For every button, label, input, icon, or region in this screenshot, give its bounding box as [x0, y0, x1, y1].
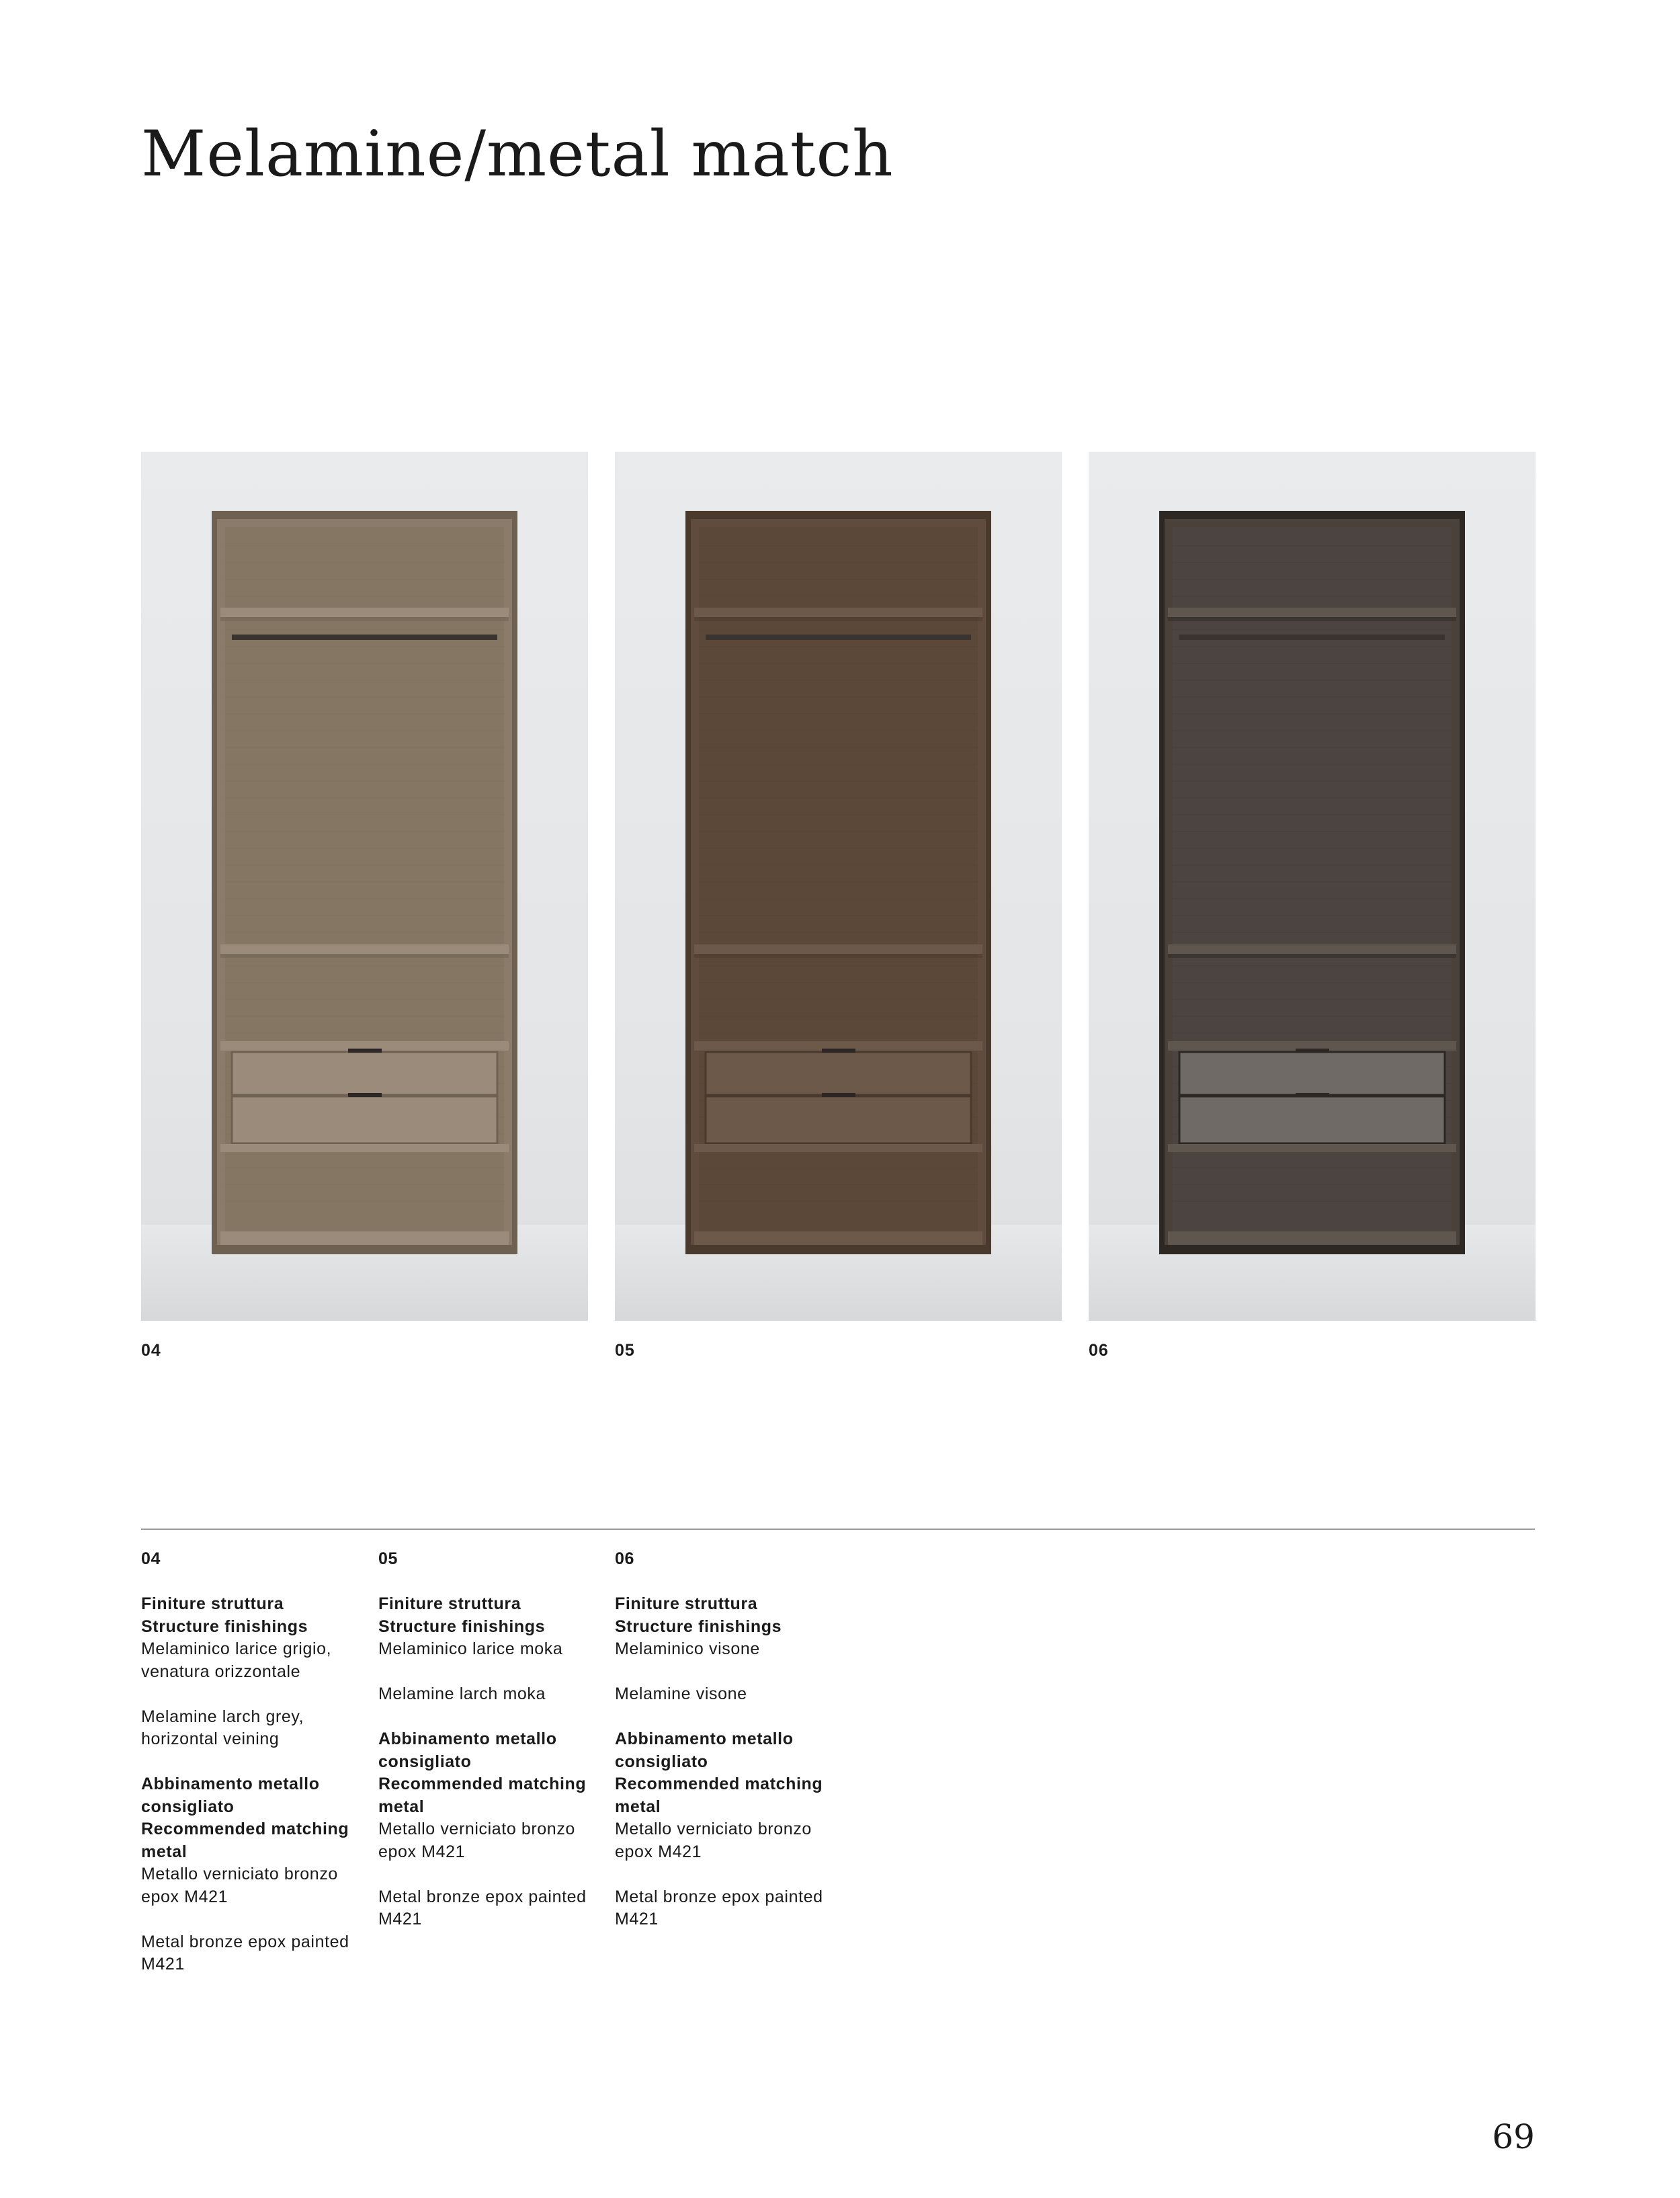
photo-caption-04: 04 — [141, 1341, 161, 1360]
spec-number: 04 — [141, 1549, 161, 1568]
metal-heading-en: Recommended matching metal — [615, 1775, 823, 1816]
metal-text-en: Metal bronze epox painted M421 — [615, 1887, 823, 1928]
wardrobe-photo-04 — [141, 452, 588, 1321]
metal-text-en: Metal bronze epox painted M421 — [378, 1887, 587, 1928]
structure-heading-en: Structure finishings — [615, 1617, 782, 1636]
photo-caption-06: 06 — [1089, 1341, 1109, 1360]
metal-text-it: Metallo verniciato bronzo epox M421 — [141, 1865, 338, 1906]
metal-heading-en: Recommended matching metal — [141, 1820, 349, 1861]
metal-heading-en: Recommended matching metal — [378, 1775, 587, 1816]
structure-text-en: Melamine larch moka — [378, 1684, 546, 1703]
structure-text-en: Melamine larch grey, horizontal veining — [141, 1707, 304, 1748]
metal-heading-it: Abbinamento metallo consigliato — [378, 1729, 557, 1771]
spec-number: 06 — [615, 1549, 635, 1568]
metal-heading-it: Abbinamento metallo consigliato — [615, 1729, 794, 1771]
photo-caption-05: 05 — [615, 1341, 635, 1360]
spec-column-06 — [615, 1548, 837, 1931]
spec-column-05 — [378, 1548, 600, 1931]
metal-text-it: Metallo verniciato bronzo epox M421 — [378, 1820, 575, 1861]
metal-text-it: Metallo verniciato bronzo epox M421 — [615, 1820, 812, 1861]
metal-heading-it: Abbinamento metallo consigliato — [141, 1775, 320, 1816]
structure-heading-en: Structure finishings — [141, 1617, 308, 1636]
structure-heading-it: Finiture struttura — [615, 1594, 758, 1613]
page-number: 69 — [1492, 2117, 1535, 2156]
spec-column-04 — [141, 1548, 363, 1976]
page-title: Melamine/metal match — [141, 118, 894, 191]
structure-heading-en: Structure finishings — [378, 1617, 546, 1636]
structure-heading-it: Finiture struttura — [378, 1594, 521, 1613]
metal-text-en: Metal bronze epox painted M421 — [141, 1932, 349, 1973]
spec-number: 05 — [378, 1549, 398, 1568]
structure-text-it: Melaminico larice grigio, venatura orizzontale — [141, 1639, 332, 1681]
structure-heading-it: Finiture struttura — [141, 1594, 284, 1613]
structure-text-it: Melaminico visone — [615, 1639, 760, 1658]
wardrobe-photo-06 — [1089, 452, 1536, 1321]
structure-text-it: Melaminico larice moka — [378, 1639, 563, 1658]
structure-text-en: Melamine visone — [615, 1684, 747, 1703]
divider-rule — [141, 1529, 1535, 1530]
wardrobe-photo-05 — [615, 452, 1062, 1321]
